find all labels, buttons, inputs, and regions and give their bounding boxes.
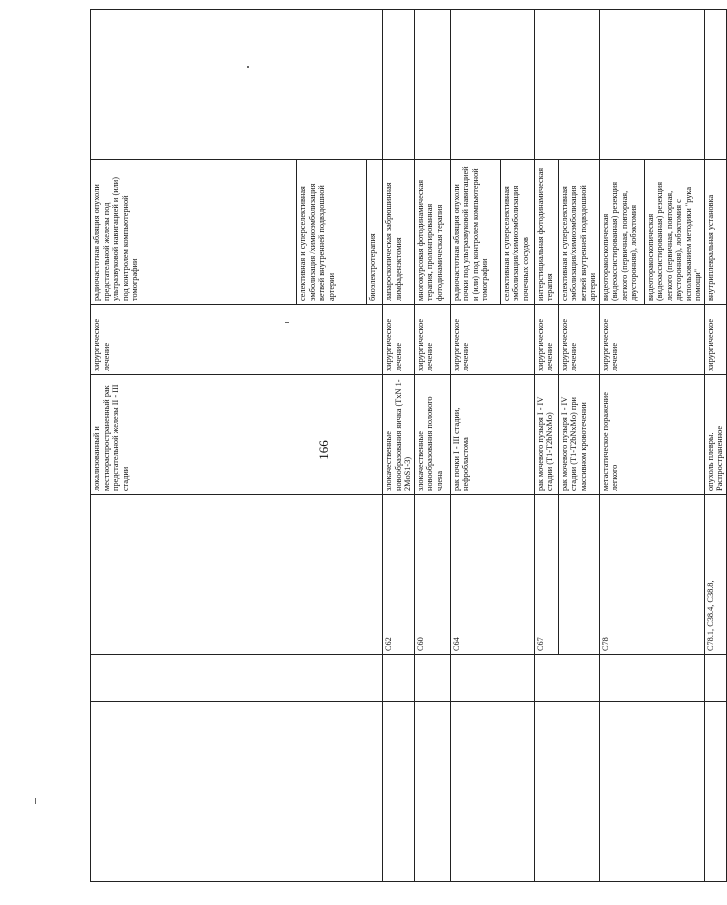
- page-number: 166: [315, 440, 331, 460]
- empty-cell: [383, 10, 415, 160]
- empty-cell: [91, 10, 383, 160]
- empty-cell: [414, 702, 450, 882]
- empty-cell: [383, 655, 415, 702]
- method-cell: селективная и суперселективная эмболизация /химиоэмболизация ветвей внутренней подвздошной артерии: [297, 160, 367, 305]
- table-row: [414, 10, 450, 882]
- code-cell: C78.1, C38.4, C38.8,: [704, 495, 726, 655]
- treatment-cell: хирургическое лечение: [383, 305, 415, 375]
- treatment-cell: хирургическое лечение: [558, 305, 599, 375]
- diagnosis-cell: рак мочевого пузыря I - IV стадии (T1-T2bNxMo): [534, 375, 558, 495]
- code-cell: C78: [599, 495, 704, 655]
- treatment-cell: хирургическое: [704, 305, 726, 375]
- table-row: [534, 10, 558, 882]
- empty-cell: [383, 702, 415, 882]
- method-cell: видеоторакоскопическая (видеоассистированная) резекция легкого (первичная, повторная, двусторонняя), лобэктомия с использованием методики "рука помощи": [644, 160, 704, 305]
- services-table: [90, 9, 727, 882]
- method-cell: внутриплевральная установка: [704, 160, 726, 305]
- table-row: [91, 10, 297, 882]
- empty-cell: [414, 655, 450, 702]
- rotated-page-content: [90, 10, 725, 882]
- empty-cell: [599, 655, 704, 702]
- treatment-cell: хирургическое лечение: [450, 305, 534, 375]
- table-row: [704, 10, 726, 882]
- empty-cell: [450, 655, 534, 702]
- table-row: [383, 10, 415, 882]
- empty-cell: [450, 702, 534, 882]
- method-cell: радиочастотная абляция опухоли почки под ультразвуковой навигацией и (или) под контролем компьютерной томографии: [450, 160, 500, 305]
- diagnosis-cell: опухоль плевры. Распространенное: [704, 375, 726, 495]
- code-cell: C62: [383, 495, 415, 655]
- diagnosis-cell: злокачественные новообразования полового члена: [414, 375, 450, 495]
- empty-cell: [534, 702, 599, 882]
- method-cell: биоэлектротерапия: [367, 160, 383, 305]
- code-cell: C60: [414, 495, 450, 655]
- diagnosis-cell: рак мочевого пузыря I - IV стадии (T1-T2bNxMo) при массивном кровотечении: [558, 375, 599, 495]
- code-cell: C67: [534, 495, 558, 655]
- empty-cell: [599, 10, 704, 160]
- method-cell: селективная и суперселективная эмболизация/химиоэмболизация ветвей внутренней подвздошной артерии: [558, 160, 599, 305]
- diagnosis-cell: локализованный и местнораспространенный рак предстательной железы II - III стадии: [91, 375, 383, 495]
- treatment-cell: хирургическое лечение: [599, 305, 704, 375]
- method-cell: многокурсовая фотодинамическая терапия, пролонгированная фотодинамическая терапия: [414, 160, 450, 305]
- scan-mark: [35, 798, 36, 804]
- method-cell: лапароскопическая забрюшинная лимфаденэктомия: [383, 160, 415, 305]
- empty-cell: [414, 10, 450, 160]
- empty-cell: [534, 655, 599, 702]
- method-cell: видеоторакоскопическая (видеоассистированная) резекция легкого (первичная, повторная, двусторонняя), лобэктомия: [599, 160, 644, 305]
- method-cell: селективная и суперселективная эмболизация/химиоэмболизация почечных сосудов: [500, 160, 534, 305]
- code-cell: C64: [450, 495, 534, 655]
- diagnosis-cell: метастатическое поражение легкого: [599, 375, 704, 495]
- empty-cell: [450, 10, 534, 160]
- treatment-cell: хирургическое лечение: [414, 305, 450, 375]
- table-row: [450, 10, 500, 882]
- treatment-cell: хирургическое лечение: [91, 305, 383, 375]
- treatment-cell: хирургическое лечение: [534, 305, 558, 375]
- diagnosis-cell: рак почки I - III стадии, нефробластома: [450, 375, 534, 495]
- empty-cell: [704, 655, 726, 702]
- method-cell: радиочастотная абляция опухоли предстательной железы под ультразвуковой навигацией и (или) под контролем компьютерной томографии: [91, 160, 297, 305]
- table-row: [599, 10, 644, 882]
- empty-cell: [91, 655, 383, 702]
- empty-cell: [534, 10, 599, 160]
- code-cell: [558, 495, 599, 655]
- empty-cell: [704, 702, 726, 882]
- empty-cell: [704, 10, 726, 160]
- method-cell: интерстициальная фотодинамическая терапия: [534, 160, 558, 305]
- diagnosis-cell: злокачественные новообразования яичка (TxN 1-2MoS1-3): [383, 375, 415, 495]
- code-cell: [91, 495, 383, 655]
- empty-cell: [599, 702, 704, 882]
- empty-cell: [91, 702, 383, 882]
